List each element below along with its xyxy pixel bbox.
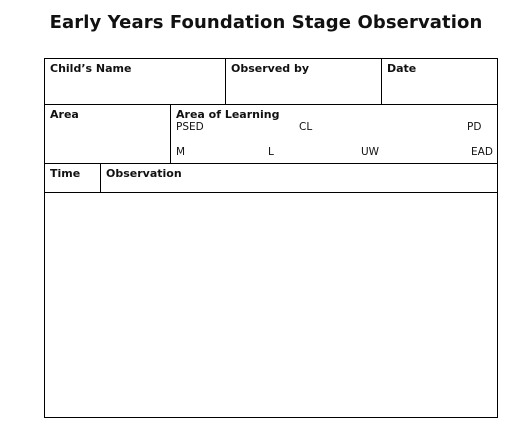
area-of-learning-label: Area of Learning xyxy=(176,108,280,121)
subject-cl[interactable]: CL xyxy=(299,121,313,133)
observation-label: Observation xyxy=(106,167,182,180)
area-label: Area xyxy=(50,108,79,121)
childs-name-label: Child’s Name xyxy=(50,62,132,75)
subject-uw[interactable]: UW xyxy=(361,146,380,158)
subject-pd[interactable]: PD xyxy=(467,121,482,133)
observed-by-cell[interactable] xyxy=(225,59,381,104)
observation-form xyxy=(44,58,498,418)
row-area xyxy=(45,105,497,164)
area-cell[interactable] xyxy=(45,105,170,163)
row-identification xyxy=(45,59,497,105)
subject-l[interactable]: L xyxy=(268,146,274,158)
date-label: Date xyxy=(387,62,417,75)
time-header-cell xyxy=(45,164,100,192)
subject-ead[interactable]: EAD xyxy=(471,146,493,158)
observed-by-label: Observed by xyxy=(231,62,310,75)
date-cell[interactable] xyxy=(381,59,497,104)
page-title: Early Years Foundation Stage Observation xyxy=(49,12,483,33)
row-headings xyxy=(45,164,497,193)
observation-header-cell xyxy=(100,164,497,192)
subject-m[interactable]: M xyxy=(176,146,186,158)
time-label: Time xyxy=(50,167,81,180)
area-of-learning-cell xyxy=(170,105,497,163)
childs-name-cell[interactable] xyxy=(45,59,225,104)
subject-psed[interactable]: PSED xyxy=(176,121,204,133)
observation-writing-area[interactable] xyxy=(45,193,497,423)
